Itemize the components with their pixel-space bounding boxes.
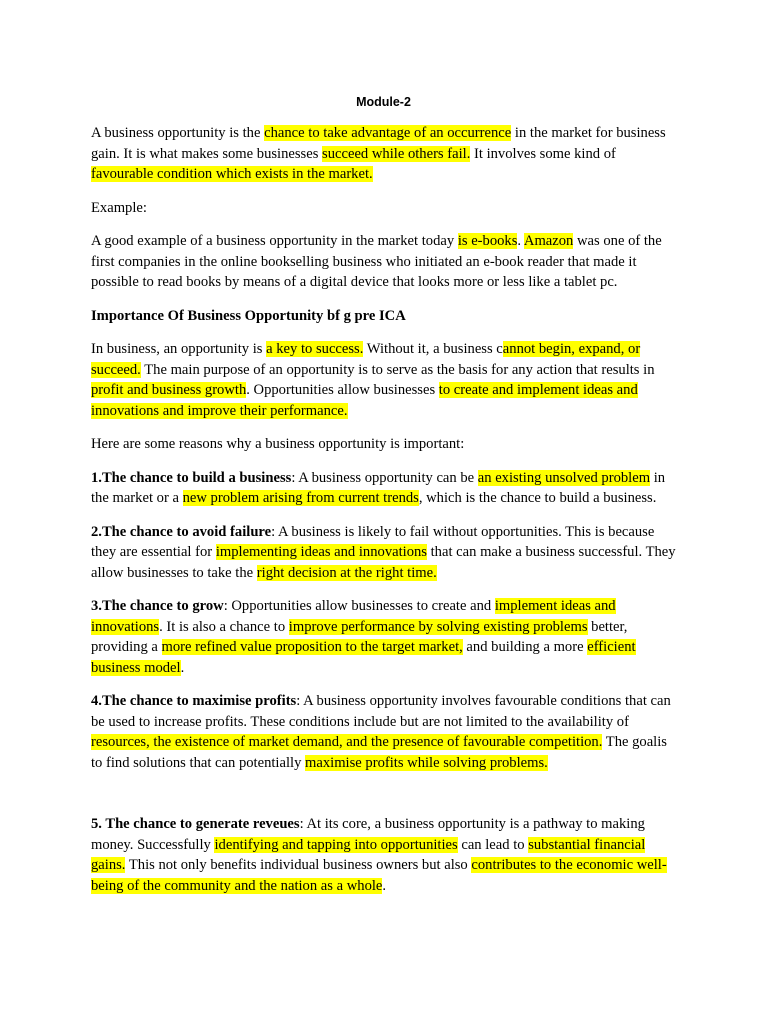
section-heading: Importance Of Business Opportunity bf g pre ICA bbox=[91, 307, 406, 324]
paragraph-definition bbox=[91, 123, 676, 185]
reason-title: 1.The chance to build a business bbox=[91, 469, 292, 486]
highlighted-text: substantial financial gains. bbox=[91, 836, 646, 873]
text-run: in the market for business gain. It is what makes some businesses bbox=[91, 125, 666, 162]
text-run: In business, an opportunity is bbox=[91, 341, 267, 357]
text-run: : Opportunities allow businesses to create and bbox=[223, 598, 495, 614]
text-run: , which is the chance to build a business. bbox=[418, 490, 657, 506]
reason-title: 5. The chance to generate reveues bbox=[91, 816, 300, 832]
highlighted-text: annot begin, expand, or succeed. bbox=[91, 341, 641, 378]
highlighted-text: an existing unsolved problem bbox=[477, 469, 651, 486]
reason-title: 4.The chance to maximise profits bbox=[91, 693, 297, 709]
highlighted-text: to create and implement ideas and innovations and improve their performance. bbox=[91, 382, 638, 419]
reason-1 bbox=[91, 468, 676, 509]
highlighted-text: more refined value proposition to the target market, bbox=[161, 639, 463, 655]
text-run: : A business is likely to fail without opportunities. This is because they are essential for bbox=[91, 523, 655, 560]
highlighted-text: chance to take advantage of an occurrence bbox=[264, 125, 512, 141]
example-label: Example: bbox=[91, 199, 147, 216]
text-run: . bbox=[180, 659, 185, 676]
highlighted-text: new problem arising from current trends bbox=[182, 490, 419, 506]
highlighted-text: maximise profits while solving problems. bbox=[305, 754, 548, 771]
paragraph-example bbox=[91, 231, 676, 293]
text-run: and building a more bbox=[462, 639, 588, 655]
text-run: . It is also a chance to bbox=[159, 618, 289, 635]
text-run: A business opportunity is the bbox=[91, 125, 265, 141]
paragraph-reasons-intro: Here are some reasons why a business opportunity is important: bbox=[91, 436, 465, 452]
text-run: It involves some kind of bbox=[470, 145, 616, 162]
text-run: in the market or a bbox=[91, 469, 666, 506]
reason-title: 2.The chance to avoid failure bbox=[91, 523, 272, 540]
text-run: A good example of a business opportunity in the market today bbox=[91, 233, 458, 249]
text-run: This not only benefits individual business owners but also bbox=[125, 857, 472, 873]
paragraph-importance bbox=[91, 339, 676, 421]
highlighted-text: is e-books bbox=[457, 233, 518, 249]
highlighted-text: favourable condition which exists in the market. bbox=[91, 166, 373, 182]
highlighted-text: profit and business growth bbox=[91, 382, 247, 398]
text-run: The goalis to find solutions that can potentially bbox=[91, 734, 667, 771]
highlighted-text: right decision at the right time. bbox=[256, 564, 437, 581]
highlighted-text: Amazon bbox=[523, 233, 574, 249]
page-title: Module-2 bbox=[356, 95, 411, 109]
highlighted-text: contributes to the economic well-being of the community and the nation as a whole bbox=[91, 857, 667, 894]
reason-title: 3.The chance to grow bbox=[91, 598, 224, 614]
text-run: better, providing a bbox=[91, 618, 628, 655]
highlighted-text: implement ideas and innovations bbox=[91, 598, 616, 635]
reason-5 bbox=[91, 814, 676, 896]
highlighted-text: identifying and tapping into opportunities bbox=[214, 836, 458, 853]
text-run: . Opportunities allow businesses bbox=[246, 382, 439, 398]
highlighted-text: implementing ideas and innovations bbox=[215, 544, 427, 560]
text-run: The main purpose of an opportunity is to serve as the basis for any action that results in bbox=[140, 361, 655, 378]
highlighted-text: succeed while others fail. bbox=[322, 145, 471, 162]
reason-2 bbox=[91, 522, 676, 584]
highlighted-text: efficient business model bbox=[91, 639, 636, 676]
text-run: . bbox=[382, 877, 387, 894]
text-run: Without it, a business c bbox=[363, 341, 503, 357]
text-run: : A business opportunity can be bbox=[291, 469, 478, 486]
text-run: . bbox=[517, 233, 524, 249]
highlighted-text: a key to success. bbox=[266, 341, 364, 357]
text-run: can lead to bbox=[457, 836, 529, 853]
reason-4 bbox=[91, 691, 676, 773]
text-run: that can make a business successful. They allow businesses to take the bbox=[91, 544, 676, 581]
text-run: : A business opportunity involves favourable conditions that can be used to increase profits. These conditions include but are not limited to the availability of bbox=[91, 693, 671, 730]
reason-3 bbox=[91, 596, 676, 678]
text-run: was one of the first companies in the online bookselling business who initiated an e-book reader that made it possible to read books by means of a digital device that looks more or less like a tablet pc. bbox=[91, 233, 662, 290]
text-run: : At its core, a business opportunity is a pathway to making money. Successfully bbox=[91, 816, 645, 853]
blank-line bbox=[91, 786, 676, 814]
highlighted-text: improve performance by solving existing problems bbox=[288, 618, 588, 635]
highlighted-text: resources, the existence of market demand, and the presence of favourable competition. bbox=[91, 734, 603, 750]
